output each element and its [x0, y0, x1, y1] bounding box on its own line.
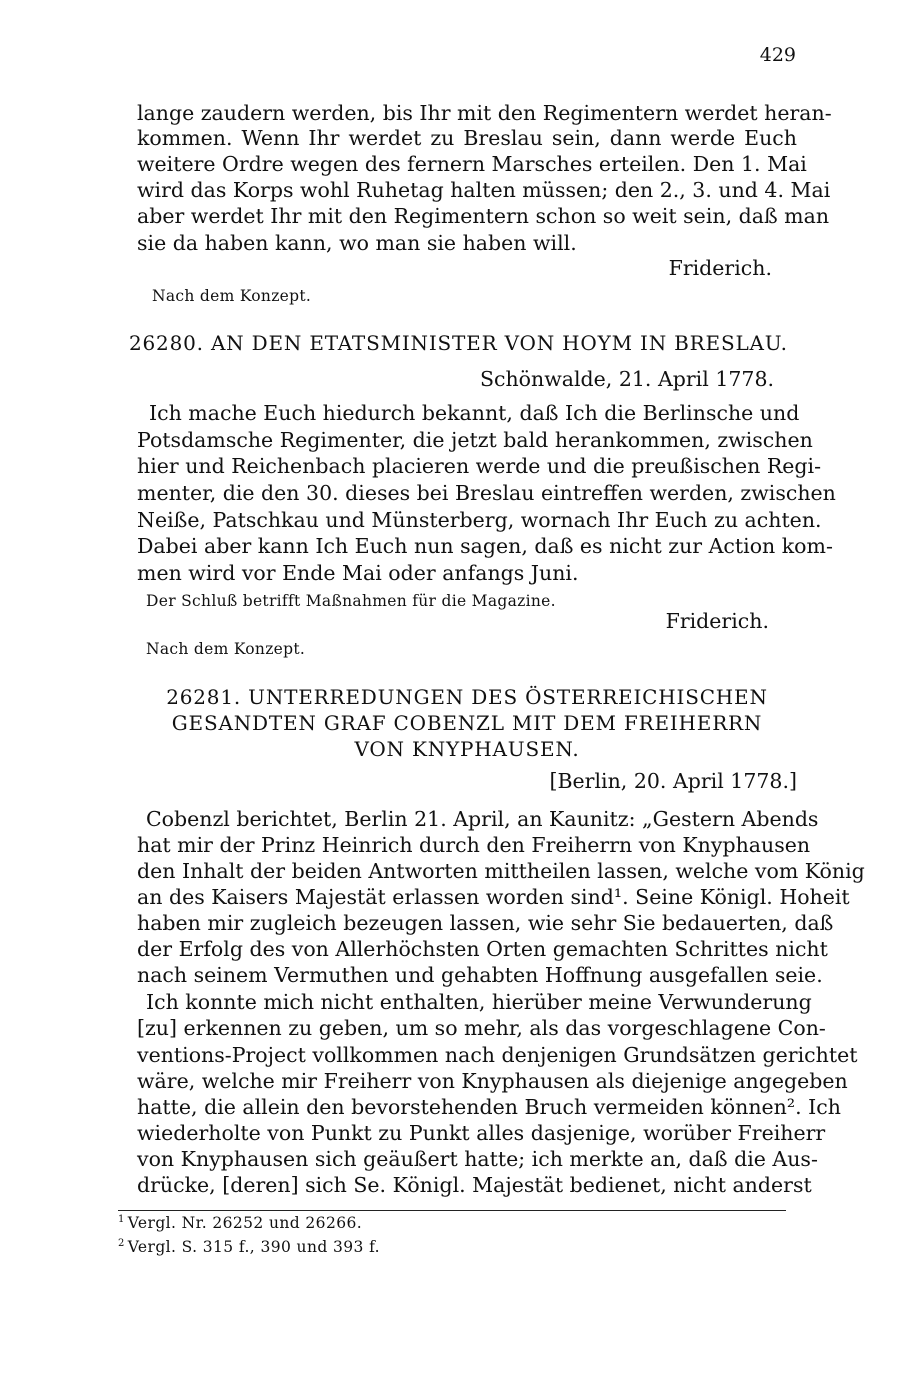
- footnote-rule: [118, 1210, 786, 1211]
- letter-heading: 26280. AN DEN ETATSMINISTER VON HOYM IN BRESLAU.: [129, 331, 788, 355]
- body-line: Neiße, Patschkau und Münsterberg, wornach Ihr Euch zu achten.: [137, 508, 822, 532]
- footnote-mark: 1: [118, 1214, 125, 1225]
- source-note: Nach dem Konzept.: [146, 640, 306, 658]
- body-line: [zu] erkennen zu geben, um so mehr, als das vorgeschlagene Con-: [137, 1016, 826, 1040]
- section-heading: 26281. UNTERREDUNGEN DES ÖSTERREICHISCHEN: [166, 685, 768, 709]
- body-line: lange zaudern werden, bis Ihr mit den Regimentern werdet heran-: [137, 101, 832, 125]
- body-line: kommen. Wenn Ihr werdet zu Breslau sein, dann werde Euch: [137, 126, 797, 150]
- body-line: an des Kaisers Majestät erlassen worden sind¹. Seine Königl. Hoheit: [137, 885, 850, 909]
- body-line: Cobenzl berichtet, Berlin 21. April, an Kaunitz: „Gestern Abends: [146, 807, 819, 831]
- section-heading: VON KNYPHAUSEN.: [354, 737, 580, 761]
- signature: Friderich.: [665, 609, 769, 633]
- body-line: menter, die den 30. dieses bei Breslau eintreffen werden, zwischen: [137, 481, 836, 505]
- footnote: [118, 1214, 362, 1232]
- body-line: aber werdet Ihr mit den Regimentern schon so weit sein, daß man: [137, 204, 830, 228]
- body-line: der Erfolg des von Allerhöchsten Orten gemachten Schrittes nicht: [137, 937, 828, 961]
- body-line: wäre, welche mir Freiherr von Knyphausen als diejenige angegeben: [137, 1069, 848, 1093]
- body-line: men wird vor Ende Mai oder anfangs Juni.: [137, 561, 579, 585]
- body-line: nach seinem Vermuthen und gehabten Hoffnung ausgefallen seie.: [137, 963, 823, 987]
- body-line: ventions-Project vollkommen nach denjenigen Grundsätzen gerichtet: [137, 1043, 858, 1067]
- editorial-note: Der Schluß betrifft Maßnahmen für die Magazine.: [146, 592, 556, 610]
- body-line: Ich mache Euch hiedurch bekannt, daß Ich die Berlinsche und: [149, 401, 800, 425]
- place-date: [Berlin, 20. April 1778.]: [549, 769, 797, 793]
- body-line: hier und Reichenbach placieren werde und die preußischen Regi-: [137, 454, 822, 478]
- footnote-text: Vergl. S. 315 f., 390 und 393 f.: [127, 1238, 380, 1256]
- signature: Friderich.: [668, 256, 772, 280]
- body-line: drücke, [deren] sich Se. Königl. Majestät bedienet, nicht anderst: [137, 1173, 812, 1197]
- source-note: Nach dem Konzept.: [152, 287, 312, 305]
- body-line: Potsdamsche Regimenter, die jetzt bald herankommen, zwischen: [137, 428, 813, 452]
- place-date: Schönwalde, 21. April 1778.: [479, 367, 774, 391]
- body-line: wird das Korps wohl Ruhetag halten müssen; den 2., 3. und 4. Mai: [137, 178, 831, 202]
- body-line: den Inhalt der beiden Antworten mittheilen lassen, welche vom König: [137, 859, 865, 883]
- footnote-text: Vergl. Nr. 26252 und 26266.: [127, 1214, 363, 1232]
- body-line: Ich konnte mich nicht enthalten, hierüber meine Verwunderung: [146, 990, 812, 1014]
- body-line: Dabei aber kann Ich Euch nun sagen, daß es nicht zur Action kom-: [137, 534, 833, 558]
- body-line: sie da haben kann, wo man sie haben will.: [137, 231, 577, 255]
- body-line: hatte, die allein den bevorstehenden Bruch vermeiden können². Ich: [137, 1095, 841, 1119]
- footnote-mark: 2: [118, 1238, 125, 1249]
- body-line: wiederholte von Punkt zu Punkt alles dasjenige, worüber Freiherr: [137, 1121, 826, 1145]
- section-heading: GESANDTEN GRAF COBENZL MIT DEM FREIHERRN: [171, 711, 763, 735]
- footnote: [118, 1238, 380, 1256]
- body-line: haben mir zugleich bezeugen lassen, wie sehr Sie bedauerten, daß: [137, 911, 834, 935]
- body-line: weitere Ordre wegen des fernern Marsches erteilen. Den 1. Mai: [137, 152, 807, 176]
- body-line: hat mir der Prinz Heinrich durch den Freiherrn von Knyphausen: [137, 833, 811, 857]
- body-line: von Knyphausen sich geäußert hatte; ich merkte an, daß die Aus-: [137, 1147, 818, 1171]
- page-number: 429: [759, 44, 796, 66]
